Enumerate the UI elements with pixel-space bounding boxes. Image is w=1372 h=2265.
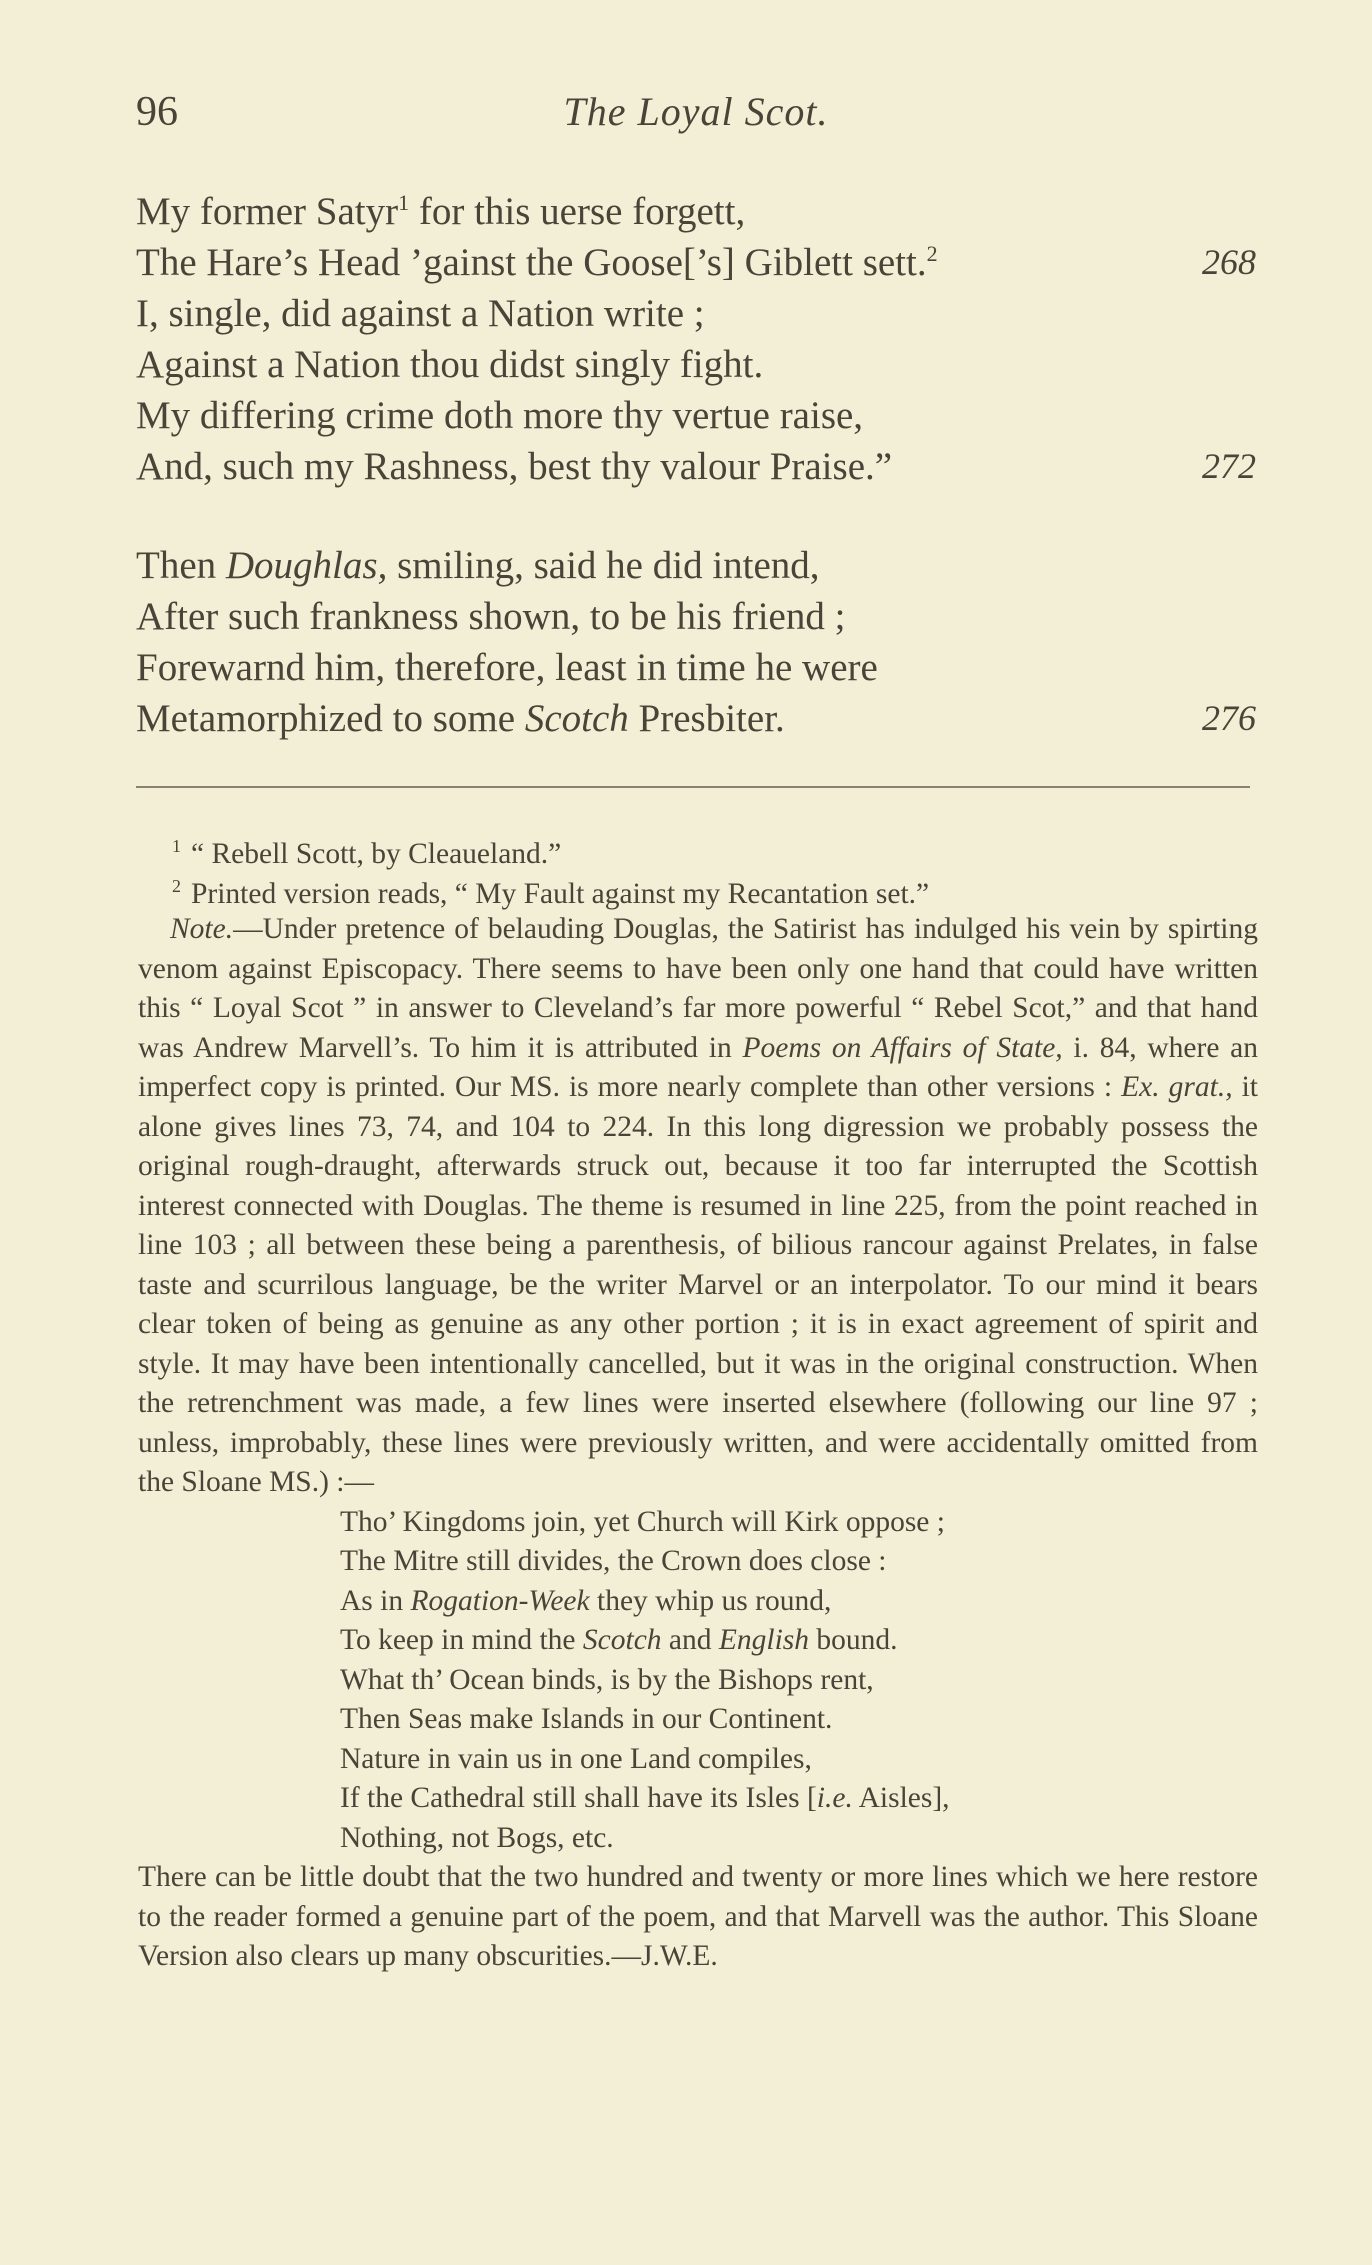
quote-line: If the Cathedral still shall have its Isles [i.e. Aisles], [340,1782,950,1814]
quote-line: Tho’ Kingdoms join, yet Church will Kirk oppose ; [340,1505,945,1538]
verse-line: Forewarnd him, therefore, least in time he were [136,646,878,689]
footnote-divider [136,786,1250,788]
stanza-1 [136,186,1256,492]
page-number: 96 [136,89,178,135]
verse-line: After such frankness shown, to be his friend ; [136,595,846,638]
running-title: The Loyal Scot. [563,89,829,134]
verse-line: The Hare’s Head ’gainst the Goose[’s] Giblett sett.$^2$ 268 [136,237,1256,288]
quote-line: As in Rogation-Week they whip us round, [340,1584,832,1617]
stanza-2 [136,540,1256,744]
line-number: 268 [1202,242,1256,282]
footnote: $^1$ “ Rebell Scott, by Cleaueland.” [172,836,562,870]
footnote: $^2$ Printed version reads, “ My Fault against my Recantation set.” [172,876,930,910]
verse-line: Against a Nation thou didst singly fight. [136,343,764,386]
verse-line: My former Satyr$^1$ for this uerse forgett, [136,190,746,233]
footnotes-section [138,826,1258,1977]
quote-line: The Mitre still divides, the Crown does close : [340,1545,887,1577]
page-header [136,88,1256,148]
verse-line: My differing crime doth more thy vertue raise, [136,394,864,437]
note-label: Note. [170,913,234,945]
quote-line: Then Seas make Islands in our Continent. [340,1703,833,1735]
quoted-lines [340,1503,1258,1859]
line-number: 276 [1202,698,1256,738]
verse-line: Then Doughlas, smiling, said he did intend, [136,544,820,587]
quote-line: Nature in vain us in one Land compiles, [340,1742,812,1775]
line-number: 272 [1202,446,1256,486]
verse-line: Metamorphized to some Scotch Presbiter. 276 [136,693,1256,744]
closing-paragraph: There can be little doubt that the two hundred and twenty or more lines which we here restore to the reader formed a genuine part of the poem, and that Marvell was the author. This Sloane Version also clears up many obscurities.—J.W.E. [138,1861,1258,1972]
editor-note: Note.—Under pretence of belauding Douglas, the Satirist has indulged his vein by spirting venom against Episcopacy. There seems to have been only one hand that could have written this “ Loyal Scot ” in answer to Cleveland’s far more powerful “ Rebel Scot,” and that hand was Andrew Marvell’s. To him it is attributed in Poems on Affairs of State, i. 84, where an imperfect copy is printed. Our MS. is more nearly complete than other versions : Ex. grat., it alone gives lines 73, 74, and 104 to 224. In this long digression we probably possess the original rough-draught, afterwards struck out, because it too far interrupted the Scottish interest connected with Douglas. The theme is resumed in line 225, from the point reached in line 103 ; all between these being a parenthesis, of bilious rancour against Prelates, in false taste and scurrilous language, be the writer Marvel or an interpolator. To our mind it bears clear token of being as genuine as any other portion ; it is in exact agreement of spirit and style. It may have been intentionally cancelled, but it was in the original construction. When the retrenchment was made, a few lines were inserted elsewhere (following our line 97 ; unless, improbably, these lines were previously written, and were accidentally omitted from the Sloane MS.) :— [138,913,1258,1498]
quote-line: Nothing, not Bogs, etc. [340,1821,614,1854]
verse-line: I, single, did against a Nation write ; [136,292,705,335]
verse-line: And, such my Rashness, best thy valour Praise.” 272 [136,441,1256,492]
quote-line: To keep in mind the Scotch and English bound. [340,1624,898,1656]
quote-line: What th’ Ocean binds, is by the Bishops rent, [340,1663,874,1696]
